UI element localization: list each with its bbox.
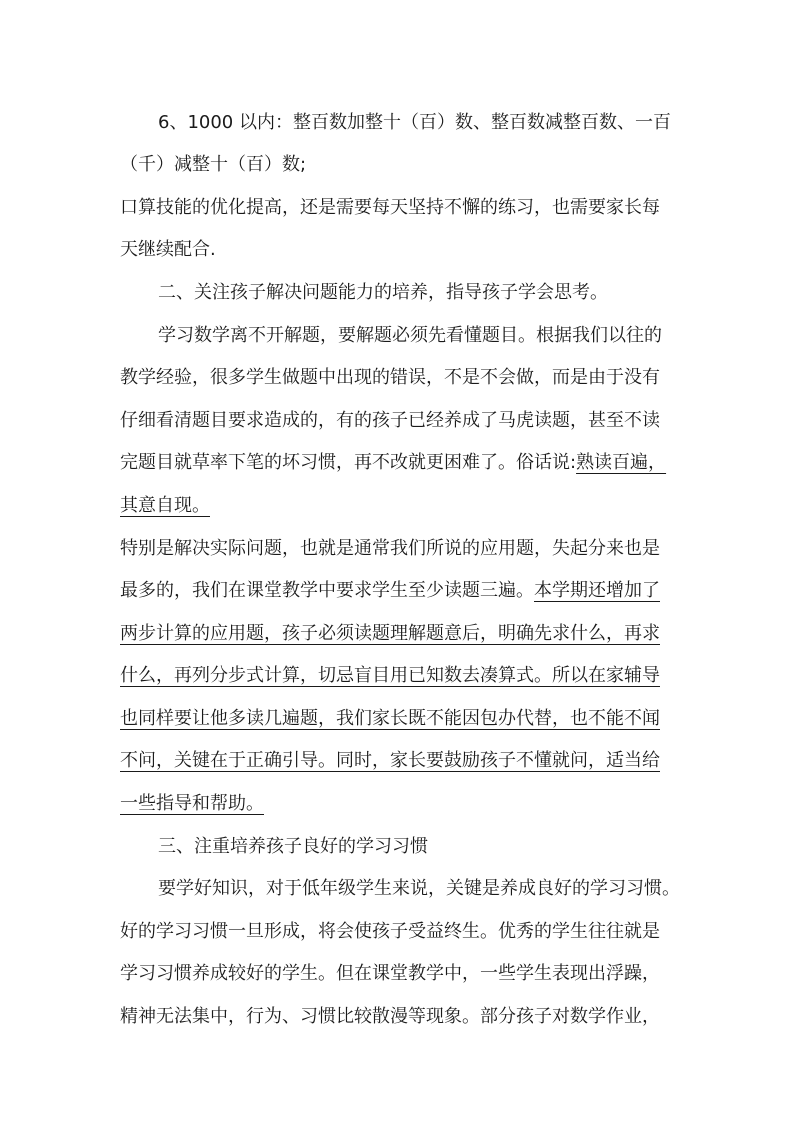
section-heading	[158, 827, 680, 867]
text-line	[120, 145, 680, 185]
line-text: 学习数学离不开解题，要解题必须先看懂题目。根据我们以往的	[158, 325, 662, 346]
line-text: 口算技能的优化提高，还是需要每天坚持不懈的练习，也需要家长每	[120, 197, 660, 218]
text-line	[120, 997, 680, 1037]
underlined-text: 熟读百遍，	[576, 452, 667, 473]
text-line	[120, 912, 680, 952]
text-line	[120, 529, 680, 569]
line-text: 精神无法集中，行为、习惯比较散漫等现象。部分孩子对数学作业，	[120, 1006, 660, 1027]
text-line	[158, 103, 680, 143]
text-line	[120, 358, 680, 398]
line-text: （千）减整十（百）数;	[120, 154, 307, 175]
text-line	[120, 699, 680, 739]
underlined-text: 不问，关键在于正确引导。同时，家长要鼓励孩子不懂就问，适当给	[120, 750, 660, 771]
line-text: 要学好知识，对于低年级学生来说，关键是养成良好的学习习惯。	[158, 878, 680, 899]
text-line	[120, 401, 680, 441]
text-line	[120, 443, 680, 483]
text-line	[158, 316, 680, 356]
line-text: 学习习惯养成较好的学生。但在课堂教学中，一些学生表现出浮躁，	[120, 963, 660, 984]
line-text: 6、1000 以内：整百数加整十（百）数、整百数减整百数、一百	[158, 112, 671, 133]
underlined-text: 两步计算的应用题，孩子必须读题理解题意后，明确先求什么，再求	[120, 623, 660, 644]
line-text: 特别是解决实际问题，也就是通常我们所说的应用题，失起分来也是	[120, 538, 660, 559]
underlined-text: 其意自现。	[120, 495, 210, 516]
underlined-text: 一些指导和帮助。	[120, 793, 264, 814]
text-line	[120, 571, 680, 611]
heading-text: 二、关注孩子解决问题能力的培养，指导孩子学会思考。	[158, 282, 608, 303]
line-text: 最多的，我们在课堂教学中要求学生至少读题三遍。	[120, 580, 534, 601]
text-line	[120, 614, 680, 654]
text-line	[120, 741, 680, 781]
line-text: 好的学习习惯一旦形成，将会使孩子受益终生。优秀的学生往往就是	[120, 921, 660, 942]
line-text: 仔细看清题目要求造成的，有的孩子已经养成了马虎读题，甚至不读	[120, 410, 660, 431]
text-line	[120, 784, 680, 824]
underlined-text: 本学期还增加了	[534, 580, 660, 601]
text-line	[120, 656, 680, 696]
line-text: 完题目就草率下笔的坏习惯，再不改就更困难了。俗话说:	[120, 452, 577, 473]
heading-text: 三、注重培养孩子良好的学习习惯	[158, 836, 428, 857]
text-line	[120, 188, 680, 228]
underlined-text: 也同样要让他多读几遍题，我们家长既不能因包办代替，也不能不闻	[120, 708, 660, 729]
line-text: 教学经验，很多学生做题中出现的错误，不是不会做，而是由于没有	[120, 367, 660, 388]
text-line	[120, 230, 680, 270]
text-line	[120, 486, 680, 526]
section-heading	[158, 273, 680, 313]
text-line	[120, 954, 680, 994]
line-text: 天继续配合.	[120, 239, 216, 260]
underlined-text: 什么，再列分步式计算，切忌盲目用已知数去凑算式。所以在家辅导	[120, 665, 660, 686]
text-line	[158, 869, 680, 909]
